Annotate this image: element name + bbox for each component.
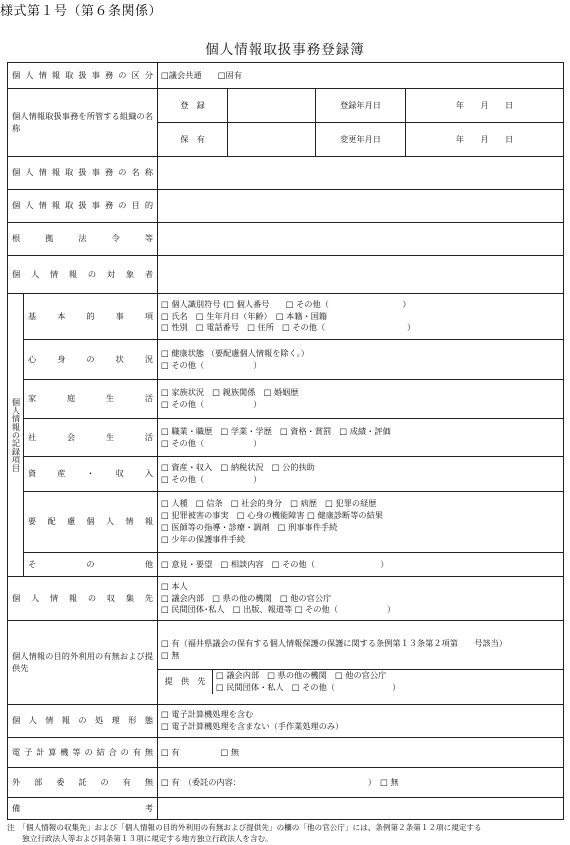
value-category[interactable]: □議会共通 □固有 bbox=[158, 63, 564, 89]
value-purpose[interactable] bbox=[158, 190, 564, 223]
label-connection: 電子計算機等の結合の有無 bbox=[8, 738, 158, 768]
row-basis bbox=[8, 223, 564, 256]
row-collect bbox=[8, 577, 564, 621]
value-register[interactable] bbox=[228, 89, 316, 123]
row-purpose bbox=[8, 190, 564, 223]
value-family[interactable] bbox=[158, 380, 564, 419]
page-title: 個人情報取扱事務登録簿 bbox=[205, 42, 365, 58]
label-sensitive: 要配慮個人情報 bbox=[24, 492, 158, 553]
row-external bbox=[8, 621, 564, 705]
footnote-line-2: 独立行政法人等および同条第１３項に規定する地方独立行政法人を含む。 bbox=[7, 834, 273, 843]
value-other[interactable] bbox=[158, 553, 564, 577]
label-outsource: 外部委託の有無 bbox=[8, 768, 158, 798]
label-collect: 個人情報の収集先 bbox=[8, 577, 158, 621]
mind-line-1[interactable]: □ 健康状態 （要配慮個人情報を除く。） bbox=[161, 347, 309, 358]
label-remarks: 備 考 bbox=[8, 798, 158, 820]
sensitive-line-2[interactable]: □ 犯罪被害の事実 □ 心身の機能障害 □ 健康診断等の結果 bbox=[161, 510, 383, 521]
label-name: 個人情報取扱事務の名称 bbox=[8, 157, 158, 190]
row-other bbox=[8, 553, 564, 577]
sensitive-line-1[interactable]: □ 人種 □ 信条 □ 社会的身分 □ 病歴 □ 犯罪の経歴 bbox=[161, 498, 377, 509]
label-chg-date: 変更年月日 bbox=[316, 123, 406, 157]
label-basis: 根 拠 法 令 等 bbox=[8, 223, 158, 256]
row-social bbox=[8, 419, 564, 457]
row-subject bbox=[8, 256, 564, 294]
form-number: 様式第１号（第６条関係） bbox=[0, 4, 163, 19]
value-connection[interactable]: □ 有 □ 無 bbox=[158, 738, 564, 768]
label-register: 登 録 bbox=[158, 89, 228, 123]
label-category: 個人情報取扱事務の区分 bbox=[8, 63, 158, 89]
mind-line-2[interactable]: □ その他（ ） bbox=[161, 359, 262, 370]
label-record-items: 個人情報の記録項目 bbox=[8, 294, 24, 577]
collect-line-2[interactable]: □ 議会内部 □ 県の他の機関 □ 他の官公庁 bbox=[161, 592, 332, 603]
value-basis[interactable] bbox=[158, 223, 564, 256]
row-processing bbox=[8, 705, 564, 738]
value-name[interactable] bbox=[158, 157, 564, 190]
sensitive-line-4[interactable]: □ 少年の保護事件手続 bbox=[161, 533, 246, 544]
label-assets: 資産・収入 bbox=[24, 457, 158, 492]
basic-line-3[interactable]: □ 性別 □ 電話番号 □ 住所 □ その他（ ） bbox=[161, 322, 416, 333]
value-collect[interactable] bbox=[158, 577, 564, 621]
label-other: そ の 他 bbox=[24, 553, 158, 577]
label-family: 家庭生活 bbox=[24, 380, 158, 419]
label-mind: 心身の状況 bbox=[24, 340, 158, 380]
label-processing: 個人情報の処理形態 bbox=[8, 705, 158, 738]
row-assets bbox=[8, 457, 564, 492]
value-external bbox=[158, 621, 564, 705]
provide-line-2[interactable]: □ 民間団体・私人 □ その他（ ） bbox=[216, 681, 401, 692]
footnote bbox=[7, 822, 567, 844]
registration-table bbox=[7, 62, 564, 820]
value-basic[interactable] bbox=[158, 294, 564, 340]
row-connection bbox=[8, 738, 564, 768]
external-inner bbox=[158, 631, 563, 693]
label-provide: 提 供 先 bbox=[158, 669, 213, 693]
row-basic bbox=[8, 294, 564, 340]
label-social: 社会生活 bbox=[24, 419, 158, 457]
external-line-1[interactable]: □ 有（福井県議会の保有する個人情報保護の保護に関する条例第１３条第２項第 号該当） bbox=[161, 638, 508, 649]
label-external: 個人情報の目的外利用の有無および提供先 bbox=[8, 621, 158, 705]
row-sensitive bbox=[8, 492, 564, 553]
row-category bbox=[8, 63, 564, 89]
row-outsource bbox=[8, 768, 564, 798]
value-outsource[interactable]: □ 有 （委託の内容： ） □ 無 bbox=[158, 768, 564, 798]
collect-line-1[interactable]: □ 本人 bbox=[161, 580, 188, 591]
value-subject[interactable] bbox=[158, 256, 564, 294]
family-line-1[interactable]: □ 家族状況 □ 親族関係 □ 婚姻歴 bbox=[161, 387, 299, 398]
label-purpose: 個人情報取扱事務の目的 bbox=[8, 190, 158, 223]
other-line-1[interactable]: □ 意見・要望 □ 相談内容 □ その他（ ） bbox=[161, 558, 389, 569]
processing-line-1[interactable]: □ 電子計算機処理を含む bbox=[161, 709, 254, 720]
row-mind bbox=[8, 340, 564, 380]
value-hold[interactable] bbox=[228, 123, 316, 157]
value-assets[interactable] bbox=[158, 457, 564, 492]
label-basic: 基本的事項 bbox=[24, 294, 158, 340]
row-family bbox=[8, 380, 564, 419]
family-line-2[interactable]: □ その他（ ） bbox=[161, 399, 262, 409]
sensitive-line-3[interactable]: □ 医師等の指導・診療・調剤 □ 刑事事件手続 bbox=[161, 522, 338, 532]
collect-line-3[interactable]: □ 民間団体･私人 □ 出版、報道等 □ その他（ ） bbox=[161, 604, 396, 615]
assets-line-2[interactable]: □ その他（ ） bbox=[161, 474, 262, 484]
social-line-1[interactable]: □ 職業・職歴 □ 学業・学歴 □ 資格・賞罰 □ 成績・評価 bbox=[161, 425, 391, 436]
basic-line-2[interactable]: □ 氏名 □ 生年月日（年齢） □ 本籍・国籍 bbox=[161, 310, 328, 321]
row-remarks bbox=[8, 798, 564, 820]
value-reg-date[interactable]: 年 月 日 bbox=[406, 89, 564, 123]
value-processing[interactable] bbox=[158, 705, 564, 738]
processing-line-2[interactable]: □ 電子計算機処理を含まない（手作業処理のみ） bbox=[161, 721, 344, 731]
value-sensitive[interactable] bbox=[158, 492, 564, 553]
value-remarks[interactable] bbox=[158, 798, 564, 820]
assets-line-1[interactable]: □ 資産・収入 □ 納税状況 □ 公的扶助 bbox=[161, 462, 315, 473]
row-name bbox=[8, 157, 564, 190]
social-line-2[interactable]: □ その他（ ） bbox=[161, 437, 262, 448]
external-line-2[interactable]: □ 無 bbox=[161, 650, 180, 661]
basic-line-1[interactable]: □ 個人識別符号 (□ 個人番号 □ その他（ ） bbox=[161, 298, 411, 309]
value-chg-date[interactable]: 年 月 日 bbox=[406, 123, 564, 157]
label-reg-date: 登録年月日 bbox=[316, 89, 406, 123]
label-subject: 個人情報の対象者 bbox=[8, 256, 158, 294]
provide-line-1[interactable]: □ 議会内部 □ 県の他の機関 □ 他の官公庁 bbox=[216, 669, 387, 680]
value-social[interactable] bbox=[158, 419, 564, 457]
footnote-line-1: 注 「個人情報の収集先」および「個人情報の目的外利用の有無および提供先」の欄の「他の官公庁」には、条例第２条第１２項に規定する bbox=[7, 823, 482, 832]
row-org-register bbox=[8, 89, 564, 123]
label-hold: 保 有 bbox=[158, 123, 228, 157]
label-org: 個人情報取扱事務を所管する組織の名称 bbox=[8, 89, 158, 157]
value-mind[interactable] bbox=[158, 340, 564, 380]
